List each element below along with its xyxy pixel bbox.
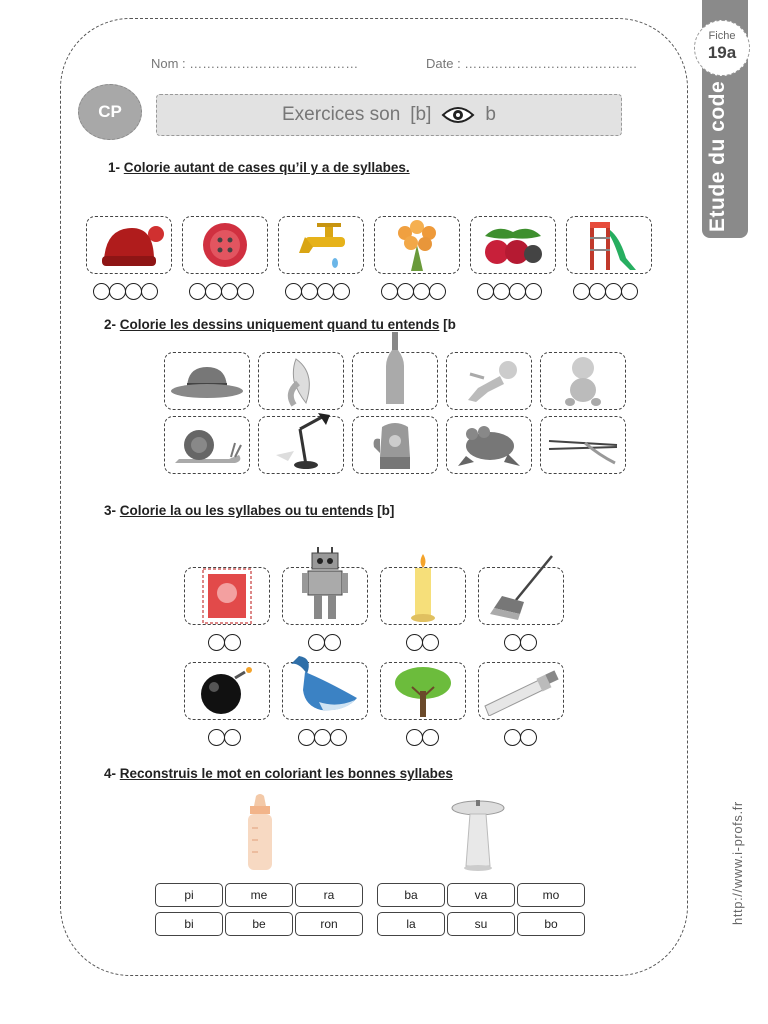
level-badge: CP bbox=[78, 84, 142, 140]
chapeau-icon bbox=[169, 361, 245, 401]
syllable-boxes-timbre[interactable] bbox=[208, 634, 240, 651]
arbre-icon bbox=[392, 663, 454, 719]
exercise4-text: Reconstruis le mot en coloriant les bonnes syllabes bbox=[119, 766, 453, 781]
title-sound: [b] bbox=[410, 104, 432, 125]
bonnet-icon bbox=[94, 220, 164, 270]
banane-icon bbox=[276, 353, 326, 409]
fiche-number: 19a bbox=[707, 43, 737, 62]
bombe-icon bbox=[197, 666, 257, 716]
timbre-icon bbox=[201, 567, 253, 625]
syllable-boxes-toboggan[interactable] bbox=[573, 283, 637, 300]
syllable-boxes-tube[interactable] bbox=[504, 729, 536, 746]
picture-lampe[interactable] bbox=[258, 416, 344, 474]
picture-arbre bbox=[380, 662, 466, 720]
syllable-boxes-framboise[interactable] bbox=[477, 283, 541, 300]
syllable-boxes-bombe[interactable] bbox=[208, 729, 240, 746]
syllable-va[interactable]: va bbox=[447, 883, 515, 907]
exercise1-text: Colorie autant de cases qu’il y a de syllabes. bbox=[123, 160, 410, 175]
side-tab-label: Etude du code bbox=[706, 80, 729, 232]
syllable-boxes-baleine[interactable] bbox=[298, 729, 346, 746]
syllable-boxes-bougie[interactable] bbox=[406, 634, 438, 651]
exercise3-text: Colorie la ou les syllabes ou tu entends bbox=[119, 503, 374, 518]
baguettes-icon bbox=[545, 425, 621, 465]
title-letter: b bbox=[485, 104, 496, 125]
eye-icon bbox=[441, 105, 475, 125]
picture-framboise bbox=[470, 216, 556, 274]
grenouille-icon bbox=[454, 420, 524, 470]
syllable-boxes-bouquet[interactable] bbox=[381, 283, 445, 300]
lavabo-icon bbox=[448, 798, 508, 872]
syllable-pi[interactable]: pi bbox=[155, 883, 223, 907]
lampe-icon bbox=[266, 411, 336, 471]
exercise2-number: 2- bbox=[104, 317, 117, 332]
fiche-badge bbox=[694, 20, 750, 76]
syllable-bi[interactable]: bi bbox=[155, 912, 223, 936]
syllable-bo[interactable]: bo bbox=[517, 912, 585, 936]
picture-bebe[interactable] bbox=[540, 352, 626, 410]
syllable-boxes-robot[interactable] bbox=[308, 634, 340, 651]
gant-icon bbox=[368, 417, 422, 473]
syllable-mo[interactable]: mo bbox=[517, 883, 585, 907]
bouquet-icon bbox=[389, 217, 445, 273]
date-field: Date : …………………………………. bbox=[426, 56, 637, 71]
syllable-boxes-robinet[interactable] bbox=[285, 283, 349, 300]
escargot-icon bbox=[169, 421, 245, 469]
picture-baleine bbox=[282, 662, 368, 720]
exercise3-instruction bbox=[104, 503, 394, 518]
robot-icon bbox=[300, 545, 350, 625]
exercise2-text: Colorie les dessins uniquement quand tu entends bbox=[119, 317, 440, 332]
picture-bouton bbox=[182, 216, 268, 274]
syllable-boxes-arbre[interactable] bbox=[406, 729, 438, 746]
exercise1-number: 1- bbox=[108, 160, 121, 175]
nom-field: Nom : ………………………………… bbox=[151, 56, 359, 71]
picture-chapeau[interactable] bbox=[164, 352, 250, 410]
picture-bougie bbox=[380, 567, 466, 625]
picture-banane[interactable] bbox=[258, 352, 344, 410]
source-url: http://www.i-profs.fr bbox=[730, 801, 745, 925]
framboise-icon bbox=[477, 222, 549, 268]
exercise1-instruction bbox=[108, 160, 410, 175]
page-title bbox=[156, 94, 622, 136]
exercise3-number: 3- bbox=[104, 503, 117, 518]
robinet-icon bbox=[289, 219, 353, 271]
tube-icon bbox=[481, 666, 561, 716]
syllable-su[interactable]: su bbox=[447, 912, 515, 936]
exercise4-instruction bbox=[104, 766, 453, 781]
biberon-icon bbox=[240, 794, 280, 874]
exercise2-sound: [b bbox=[443, 317, 456, 332]
title-prefix: Exercices son bbox=[282, 104, 401, 125]
picture-escargot[interactable] bbox=[164, 416, 250, 474]
picture-grenouille[interactable] bbox=[446, 416, 532, 474]
fiche-label: Fiche bbox=[708, 30, 736, 42]
picture-toboggan bbox=[566, 216, 652, 274]
syllable-boxes-bonnet[interactable] bbox=[93, 283, 157, 300]
syllable-ba[interactable]: ba bbox=[377, 883, 445, 907]
picture-baguettes[interactable] bbox=[540, 416, 626, 474]
syllable-ron[interactable]: ron bbox=[295, 912, 363, 936]
picture-timbre bbox=[184, 567, 270, 625]
picture-bouquet bbox=[374, 216, 460, 274]
syllable-boxes-bouton[interactable] bbox=[189, 283, 253, 300]
picture-balai bbox=[478, 567, 564, 625]
balai-icon bbox=[486, 554, 556, 624]
poupee-icon bbox=[454, 356, 524, 406]
bebe-icon bbox=[558, 354, 608, 408]
picture-poupee[interactable] bbox=[446, 352, 532, 410]
picture-robot bbox=[282, 567, 368, 625]
syllable-la[interactable]: la bbox=[377, 912, 445, 936]
bouteille-icon bbox=[382, 330, 408, 408]
syllable-me[interactable]: me bbox=[225, 883, 293, 907]
toboggan-icon bbox=[576, 218, 642, 272]
picture-gant[interactable] bbox=[352, 416, 438, 474]
syllable-ra[interactable]: ra bbox=[295, 883, 363, 907]
exercise3-sound: [b] bbox=[377, 503, 395, 518]
baleine-icon bbox=[285, 650, 365, 720]
picture-robinet bbox=[278, 216, 364, 274]
picture-bombe bbox=[184, 662, 270, 720]
picture-bonnet bbox=[86, 216, 172, 274]
bouton-icon bbox=[200, 220, 250, 270]
bougie-icon bbox=[408, 552, 438, 624]
syllable-be[interactable]: be bbox=[225, 912, 293, 936]
exercise4-number: 4- bbox=[104, 766, 117, 781]
picture-tube bbox=[478, 662, 564, 720]
syllable-boxes-balai[interactable] bbox=[504, 634, 536, 651]
picture-bouteille[interactable] bbox=[352, 352, 438, 410]
